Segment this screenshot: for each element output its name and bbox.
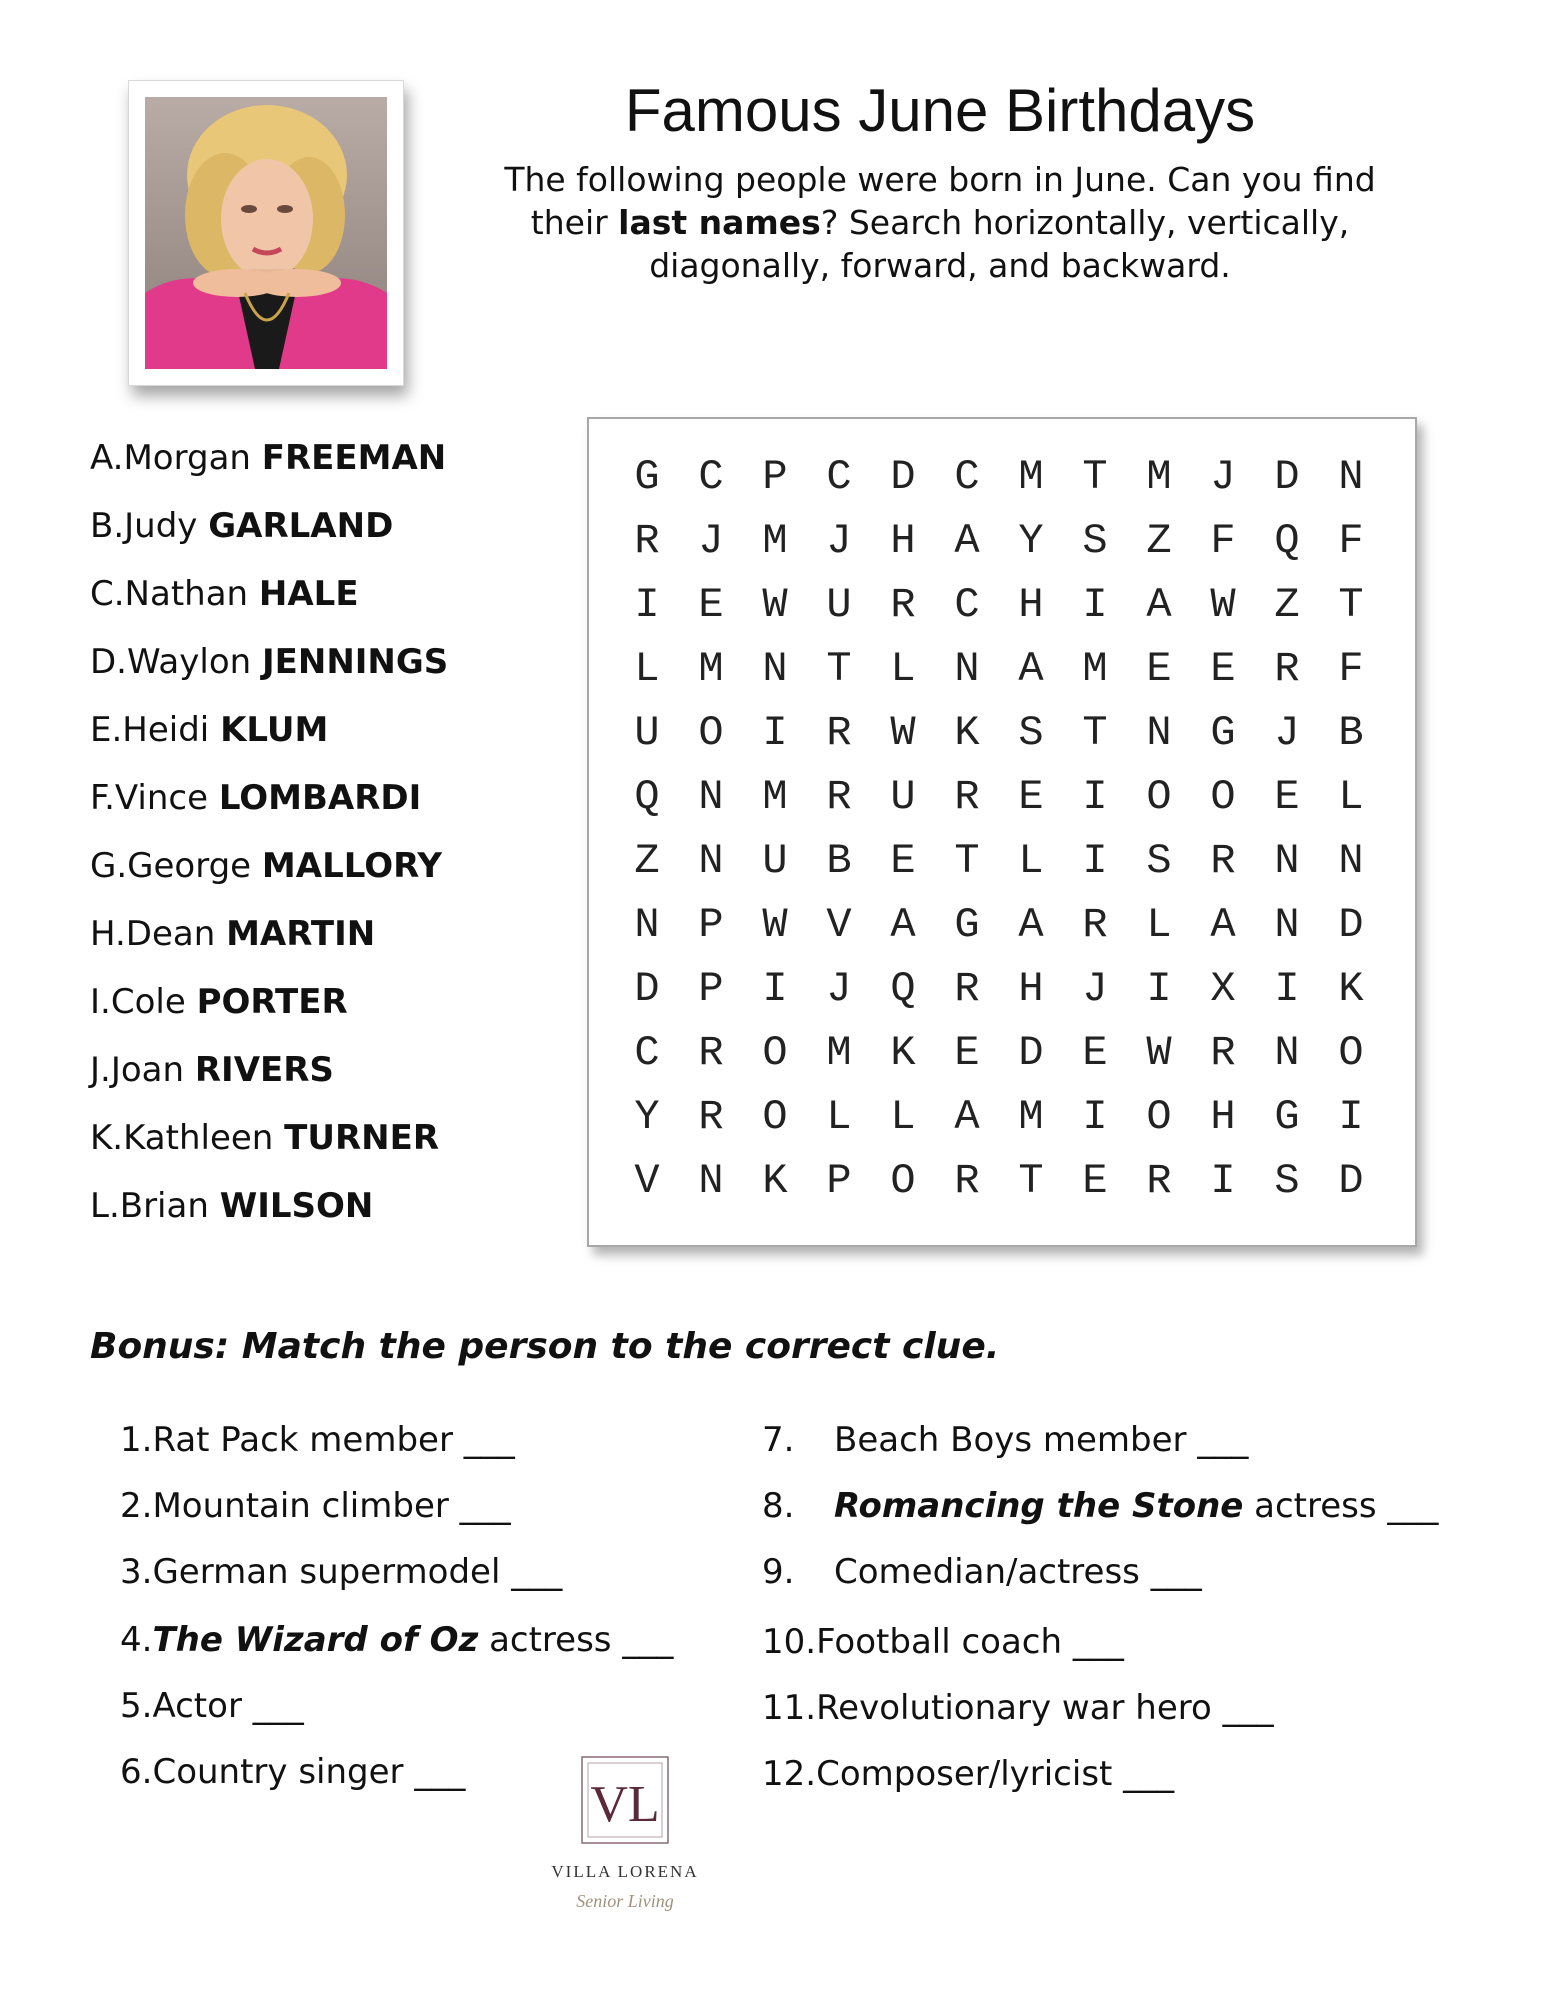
last-name: LOMBARDI — [218, 778, 422, 818]
clue-item — [762, 1752, 1174, 1796]
grid-letter: I — [762, 709, 788, 757]
villa-lorena-logo — [540, 1755, 720, 1925]
grid-letter: V — [826, 901, 852, 949]
grid-letter: G — [634, 453, 660, 501]
grid-letter: R — [698, 1093, 724, 1141]
grid-row — [615, 765, 1383, 829]
grid-letter: E — [890, 837, 916, 885]
word-list-item — [90, 1184, 448, 1252]
clue-text: German supermodel ___ — [152, 1552, 563, 1592]
grid-letter: K — [954, 709, 980, 757]
grid-letter: P — [698, 965, 724, 1013]
first-name: H.Dean — [90, 914, 227, 954]
grid-letter: A — [1146, 581, 1172, 629]
grid-letter: M — [1018, 1093, 1044, 1141]
grid-letter: R — [1210, 837, 1236, 885]
grid-letter: E — [698, 581, 724, 629]
grid-letter: O — [762, 1093, 788, 1141]
grid-letter: O — [762, 1029, 788, 1077]
bonus-heading: Bonus: Match the person to the correct clue. — [90, 1326, 1000, 1367]
grid-letter: T — [1338, 581, 1364, 629]
first-name: F.Vince — [90, 778, 219, 818]
portrait-photo — [145, 97, 387, 369]
clue-item — [762, 1484, 1438, 1528]
grid-letter: M — [1146, 453, 1172, 501]
grid-letter: D — [1338, 901, 1364, 949]
grid-letter: R — [1274, 645, 1300, 693]
clue-text: Rat Pack member ___ — [152, 1420, 515, 1460]
grid-letter: N — [698, 837, 724, 885]
grid-letter: R — [634, 517, 660, 565]
grid-letter: Q — [634, 773, 660, 821]
grid-letter: N — [1338, 453, 1364, 501]
last-name: HALE — [258, 574, 359, 614]
grid-letter: L — [826, 1093, 852, 1141]
grid-letter: L — [890, 1093, 916, 1141]
first-name: K.Kathleen — [90, 1118, 285, 1158]
grid-letter: R — [1210, 1029, 1236, 1077]
clue-item — [120, 1418, 515, 1462]
grid-letter: I — [1338, 1093, 1364, 1141]
grid-letter: S — [1082, 517, 1108, 565]
grid-row — [615, 1021, 1383, 1085]
grid-letter: S — [1018, 709, 1044, 757]
grid-letter: Z — [1274, 581, 1300, 629]
grid-letter: E — [1146, 645, 1172, 693]
grid-letter: W — [762, 901, 788, 949]
grid-letter: R — [890, 581, 916, 629]
grid-letter: L — [634, 645, 660, 693]
grid-letter: R — [954, 773, 980, 821]
portrait-illustration — [145, 97, 387, 369]
grid-letter: J — [1082, 965, 1108, 1013]
clue-text: Revolutionary war hero ___ — [816, 1688, 1274, 1728]
grid-letter: I — [1146, 965, 1172, 1013]
grid-letter: T — [954, 837, 980, 885]
clue-item — [762, 1620, 1124, 1664]
grid-letter: H — [890, 517, 916, 565]
grid-letter: J — [826, 965, 852, 1013]
grid-letter: N — [1274, 1029, 1300, 1077]
grid-letter: B — [1338, 709, 1364, 757]
logo-name: VILLA LORENA — [551, 1862, 699, 1881]
grid-letter: N — [954, 645, 980, 693]
grid-letter: I — [762, 965, 788, 1013]
grid-letter: M — [1018, 453, 1044, 501]
grid-letter: L — [1018, 837, 1044, 885]
clue-text: actress ___ — [1243, 1486, 1439, 1526]
grid-letter: O — [1146, 773, 1172, 821]
clue-title: Romancing the Stone — [834, 1486, 1244, 1526]
grid-letter: G — [954, 901, 980, 949]
grid-letter: T — [826, 645, 852, 693]
logo-tagline: Senior Living — [576, 1891, 674, 1911]
grid-letter: W — [1146, 1029, 1172, 1077]
word-list-item — [90, 980, 448, 1048]
grid-letter: C — [698, 453, 724, 501]
first-name: I.Cole — [90, 982, 197, 1022]
grid-letter: Q — [890, 965, 916, 1013]
word-list — [90, 436, 448, 1252]
grid-letter: K — [762, 1157, 788, 1205]
grid-letter: I — [1082, 1093, 1108, 1141]
last-name: GARLAND — [208, 506, 394, 546]
grid-letter: K — [890, 1029, 916, 1077]
grid-letter: L — [890, 645, 916, 693]
grid-letter: R — [826, 773, 852, 821]
grid-letter: A — [954, 517, 980, 565]
last-name: WILSON — [219, 1186, 374, 1226]
grid-letter: P — [762, 453, 788, 501]
instructions — [440, 158, 1440, 287]
last-name: MARTIN — [226, 914, 376, 954]
instructions-line-2 — [440, 201, 1440, 244]
grid-letter: Q — [1274, 517, 1300, 565]
clue-number: 11. — [762, 1688, 817, 1728]
first-name: J.Joan — [90, 1050, 195, 1090]
grid-row — [615, 445, 1383, 509]
grid-letter: I — [1082, 581, 1108, 629]
grid-letter: F — [1210, 517, 1236, 565]
grid-letter: J — [698, 517, 724, 565]
word-list-item — [90, 844, 448, 912]
grid-letter: I — [1082, 837, 1108, 885]
clue-item — [120, 1684, 304, 1728]
grid-letter: T — [1082, 709, 1108, 757]
clue-text: Composer/lyricist ___ — [816, 1754, 1175, 1794]
grid-letter: A — [954, 1093, 980, 1141]
grid-letter: A — [1018, 901, 1044, 949]
grid-letter: I — [634, 581, 660, 629]
grid-letter: H — [1018, 581, 1044, 629]
grid-letter: O — [1338, 1029, 1364, 1077]
grid-letter: D — [1338, 1157, 1364, 1205]
grid-letter: K — [1338, 965, 1364, 1013]
clue-number: 2. — [120, 1486, 153, 1526]
grid-letter: O — [698, 709, 724, 757]
grid-letter: E — [1274, 773, 1300, 821]
grid-letter: U — [826, 581, 852, 629]
clue-number: 5. — [120, 1686, 153, 1726]
grid-letter: N — [1274, 837, 1300, 885]
grid-letter: X — [1210, 965, 1236, 1013]
clue-text: actress ___ — [478, 1620, 674, 1660]
grid-letter: E — [1018, 773, 1044, 821]
grid-letter: F — [1338, 517, 1364, 565]
grid-letter: R — [954, 965, 980, 1013]
grid-letter: C — [954, 581, 980, 629]
grid-letter: R — [1146, 1157, 1172, 1205]
clue-number: 6. — [120, 1752, 153, 1792]
grid-row — [615, 573, 1383, 637]
grid-letter: C — [634, 1029, 660, 1077]
grid-letter: D — [1018, 1029, 1044, 1077]
word-list-item — [90, 708, 448, 776]
clue-number: 9. — [762, 1552, 795, 1592]
grid-letter: R — [954, 1157, 980, 1205]
grid-row — [615, 701, 1383, 765]
clue-number: 4. — [120, 1620, 153, 1660]
page-title: Famous June Birthdays — [624, 77, 1256, 144]
grid-letter: E — [1210, 645, 1236, 693]
instructions-line-3: diagonally, forward, and backward. — [649, 246, 1231, 285]
last-name: JENNINGS — [262, 642, 449, 682]
clue-text: Beach Boys member ___ — [834, 1420, 1249, 1460]
grid-letter: R — [1082, 901, 1108, 949]
grid-letter: Y — [1018, 517, 1044, 565]
clue-item — [762, 1550, 1202, 1594]
grid-row — [615, 829, 1383, 893]
grid-letter: G — [1274, 1093, 1300, 1141]
clue-item — [762, 1686, 1274, 1730]
grid-letter: U — [890, 773, 916, 821]
grid-letter: D — [1274, 453, 1300, 501]
instructions-line-2-end: ? Search horizontally, vertically, — [820, 203, 1350, 242]
word-list-item — [90, 640, 448, 708]
last-name: FREEMAN — [261, 438, 447, 478]
grid-letter: S — [1274, 1157, 1300, 1205]
grid-letter: T — [1082, 453, 1108, 501]
grid-letter: B — [826, 837, 852, 885]
first-name: A.Morgan — [90, 438, 262, 478]
word-list-item — [90, 572, 448, 640]
last-name: MALLORY — [261, 846, 443, 886]
grid-letter: J — [1210, 453, 1236, 501]
clue-item — [120, 1750, 465, 1794]
grid-letter: R — [698, 1029, 724, 1077]
grid-letter: Y — [634, 1093, 660, 1141]
grid-letter: H — [1018, 965, 1044, 1013]
instructions-line-2-start: their — [530, 203, 619, 242]
last-name: PORTER — [196, 982, 348, 1022]
grid-letter: H — [1210, 1093, 1236, 1141]
grid-row — [615, 893, 1383, 957]
grid-letter: I — [1082, 773, 1108, 821]
grid-letter: P — [826, 1157, 852, 1205]
grid-letter: E — [1082, 1029, 1108, 1077]
grid-letter: A — [890, 901, 916, 949]
clue-text: Football coach ___ — [816, 1622, 1124, 1662]
clue-number: 12. — [762, 1754, 817, 1794]
grid-letter: M — [826, 1029, 852, 1077]
grid-letter: M — [762, 517, 788, 565]
grid-letter: T — [1018, 1157, 1044, 1205]
clue-number: 8. — [762, 1486, 795, 1526]
grid-letter: E — [954, 1029, 980, 1077]
grid-letter: N — [634, 901, 660, 949]
first-name: G.George — [90, 846, 262, 886]
grid-letter: Z — [634, 837, 660, 885]
clue-number: 3. — [120, 1552, 153, 1592]
instructions-emphasis: last names — [618, 203, 821, 242]
clue-number: 10. — [762, 1622, 817, 1662]
clue-item — [120, 1618, 673, 1662]
first-name: B.Judy — [90, 506, 209, 546]
logo-monogram: VL — [590, 1776, 660, 1833]
clue-text: Country singer ___ — [152, 1752, 466, 1792]
clue-text: Comedian/actress ___ — [834, 1552, 1202, 1592]
grid-letter: M — [762, 773, 788, 821]
last-name: KLUM — [220, 710, 329, 750]
grid-letter: N — [1338, 837, 1364, 885]
word-list-item — [90, 1116, 448, 1184]
grid-letter: N — [1146, 709, 1172, 757]
grid-letter: M — [1082, 645, 1108, 693]
word-search-grid — [587, 417, 1417, 1247]
grid-letter: S — [1146, 837, 1172, 885]
word-list-item — [90, 436, 448, 504]
grid-letter: M — [698, 645, 724, 693]
grid-letter: C — [826, 453, 852, 501]
grid-letter: G — [1210, 709, 1236, 757]
first-name: L.Brian — [90, 1186, 220, 1226]
grid-letter: N — [762, 645, 788, 693]
grid-letter: A — [1210, 901, 1236, 949]
grid-letter: F — [1338, 645, 1364, 693]
grid-letter: D — [890, 453, 916, 501]
grid-letter: D — [634, 965, 660, 1013]
portrait-photo-frame — [128, 80, 404, 386]
grid-letter: P — [698, 901, 724, 949]
grid-letter: I — [1274, 965, 1300, 1013]
clue-item — [120, 1550, 562, 1594]
clue-text: Actor ___ — [152, 1686, 304, 1726]
first-name: E.Heidi — [90, 710, 221, 750]
first-name: C.Nathan — [90, 574, 259, 614]
word-list-item — [90, 776, 448, 844]
grid-letter: U — [634, 709, 660, 757]
grid-letter: J — [826, 517, 852, 565]
grid-letter: E — [1082, 1157, 1108, 1205]
word-list-item — [90, 1048, 448, 1116]
grid-letter: R — [826, 709, 852, 757]
last-name: TURNER — [284, 1118, 439, 1158]
clue-item — [762, 1418, 1248, 1462]
grid-letter: L — [1146, 901, 1172, 949]
grid-letter: N — [1274, 901, 1300, 949]
grid-row — [615, 637, 1383, 701]
grid-letter: U — [762, 837, 788, 885]
first-name: D.Waylon — [90, 642, 262, 682]
grid-letter: I — [1210, 1157, 1236, 1205]
grid-letter: O — [1210, 773, 1236, 821]
grid-row — [615, 1149, 1383, 1213]
grid-letter: O — [890, 1157, 916, 1205]
instructions-line-1: The following people were born in June. Can you find — [504, 160, 1376, 199]
grid-row — [615, 509, 1383, 573]
clue-text: Mountain climber ___ — [152, 1486, 511, 1526]
word-list-item — [90, 912, 448, 980]
clue-number: 7. — [762, 1420, 795, 1460]
clue-title: The Wizard of Oz — [152, 1620, 479, 1660]
grid-letter: Z — [1146, 517, 1172, 565]
grid-letter: N — [698, 773, 724, 821]
grid-letter: N — [698, 1157, 724, 1205]
word-list-item — [90, 504, 448, 572]
grid-letter: C — [954, 453, 980, 501]
clue-item — [120, 1484, 511, 1528]
grid-letter: J — [1274, 709, 1300, 757]
grid-letter: O — [1146, 1093, 1172, 1141]
grid-letter: L — [1338, 773, 1364, 821]
last-name: RIVERS — [194, 1050, 334, 1090]
grid-letter: W — [762, 581, 788, 629]
clue-number: 1. — [120, 1420, 153, 1460]
grid-letter: W — [1210, 581, 1236, 629]
grid-row — [615, 1085, 1383, 1149]
grid-letter: A — [1018, 645, 1044, 693]
grid-row — [615, 957, 1383, 1021]
grid-letter: V — [634, 1157, 660, 1205]
grid-letter: W — [890, 709, 916, 757]
